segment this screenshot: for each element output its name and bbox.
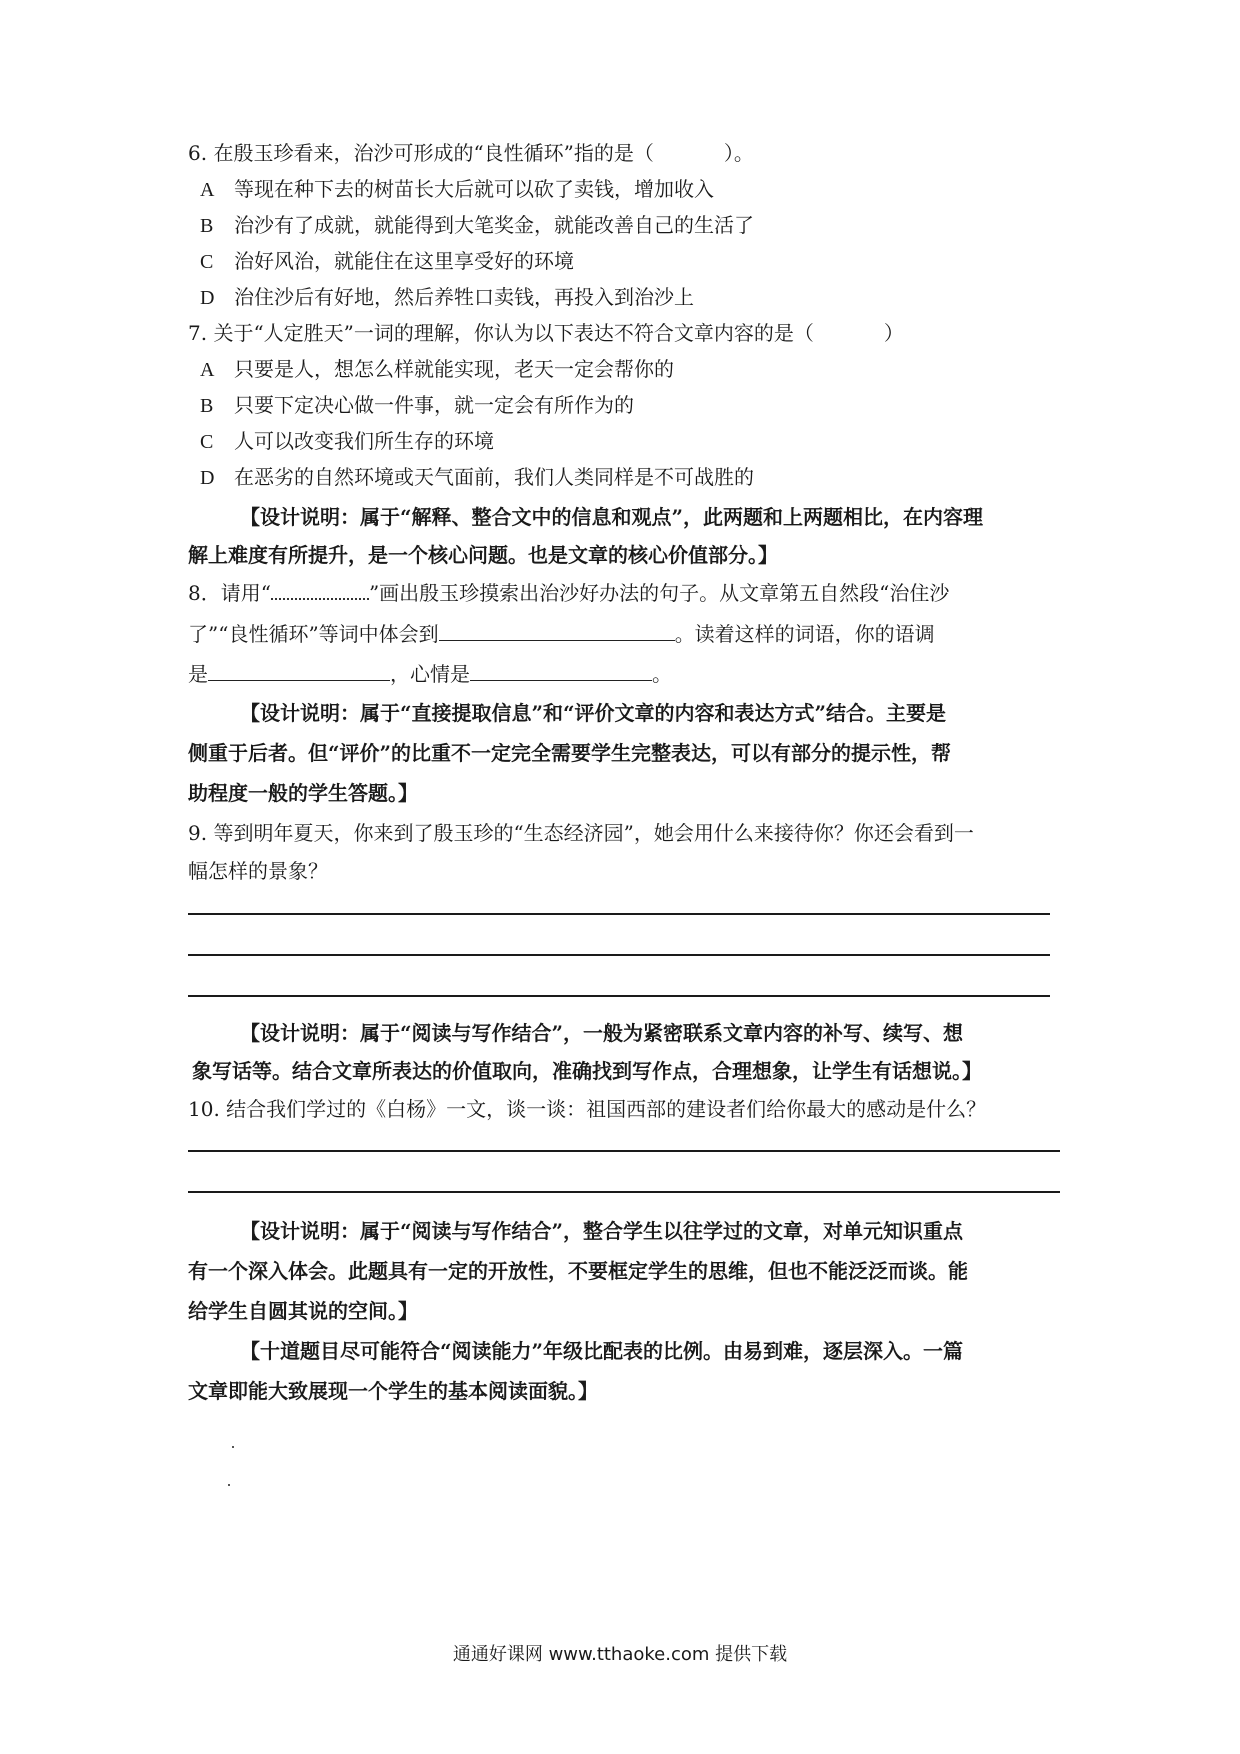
design-note-2-line-3: 助程度一般的学生答题。】 <box>188 781 418 805</box>
design-note-1-line-2: 解上难度有所提升，是一个核心问题。也是文章的核心价值部分。】 <box>188 543 778 567</box>
question-6-option-a: A 等现在种下去的树苗长大后就可以砍了卖钱，增加收入 <box>200 177 714 201</box>
design-note-4-line-3: 给学生自圆其说的空间。】 <box>188 1299 418 1323</box>
page-footer: 通通好课网 www.tthaoke.com 提供下载 <box>452 1644 788 1665</box>
question-7-option-a: A 只要是人，想怎么样就能实现，老天一定会帮你的 <box>200 357 674 381</box>
question-6-stem: 6. 在殷玉珍看来，治沙可形成的“良性循环”指的是（ ）。 <box>188 141 754 165</box>
design-note-3-line-1: 【设计说明：属于“阅读与写作结合”，一般为紧密联系文章内容的补写、续写、想 <box>240 1021 964 1045</box>
question-8-line-1: 8．请用“ ”画出殷玉珍摸索出治沙好办法的句子。从文章第五自然段“治住沙 <box>188 581 950 605</box>
summary-note-line-2: 文章即能大致展现一个学生的基本阅读面貌。】 <box>188 1379 598 1403</box>
question-8-line-3: 是 ，心情是 。 <box>188 658 672 689</box>
scan-speck <box>232 1446 234 1448</box>
answer-line-q10-1[interactable] <box>188 1150 1060 1152</box>
answer-blank-feeling[interactable] <box>439 618 675 641</box>
design-note-4-line-2: 有一个深入体会。此题具有一定的开放性，不要框定学生的思维，但也不能泛泛而谈。能 <box>188 1259 968 1283</box>
answer-line-q9-2[interactable] <box>188 954 1050 956</box>
design-note-3-line-2: 象写话等。结合文章所表达的价值取向，准确找到写作点，合理想象，让学生有话想说。】 <box>192 1059 982 1083</box>
question-7-option-b: B 只要下定决心做一件事，就一定会有所作为的 <box>200 393 634 417</box>
question-7-stem: 7. 关于“人定胜天”一词的理解，你认为以下表达不符合文章内容的是（ ） <box>188 321 904 345</box>
design-note-2-line-1: 【设计说明：属于“直接提取信息”和“评价文章的内容和表达方式”结合。主要是 <box>240 701 947 725</box>
question-8-line-2: 了”“良性循环”等词中体会到 。读着这样的词语，你的语调 <box>188 618 935 649</box>
answer-line-q10-2[interactable] <box>188 1191 1060 1193</box>
answer-line-q9-3[interactable] <box>188 995 1050 997</box>
question-6-option-d: D 治住沙后有好地，然后养牲口卖钱，再投入到治沙上 <box>200 285 694 309</box>
answer-blank-tone[interactable] <box>208 658 390 681</box>
scan-speck <box>228 1484 230 1486</box>
question-9-line-1: 9. 等到明年夏天，你来到了殷玉珍的“生态经济园”，她会用什么来接待你？你还会看到一 <box>188 821 974 845</box>
design-note-2-line-2: 侧重于后者。但“评价”的比重不一定完全需要学生完整表达，可以有部分的提示性，帮 <box>188 741 952 765</box>
answer-line-q9-1[interactable] <box>188 913 1050 915</box>
question-7-option-d: D 在恶劣的自然环境或天气面前，我们人类同样是不可战胜的 <box>200 465 754 489</box>
question-6-option-b: B 治沙有了成就，就能得到大笔奖金，就能改善自己的生活了 <box>200 213 754 237</box>
wavy-underline-sample <box>271 580 369 600</box>
design-note-1-line-1: 【设计说明：属于“解释、整合文中的信息和观点”，此两题和上两题相比，在内容理 <box>240 505 984 529</box>
answer-blank-mood[interactable] <box>470 658 652 681</box>
question-9-line-2: 幅怎样的景象？ <box>188 859 328 883</box>
question-7-option-c: C 人可以改变我们所生存的环境 <box>200 429 494 453</box>
question-10-line-1: 10. 结合我们学过的《白杨》一文，谈一谈：祖国西部的建设者们给你最大的感动是什么？ <box>188 1097 987 1121</box>
question-6-option-c: C 治好风治，就能住在这里享受好的环境 <box>200 249 574 273</box>
design-note-4-line-1: 【设计说明：属于“阅读与写作结合”，整合学生以往学过的文章，对单元知识重点 <box>240 1219 964 1243</box>
summary-note-line-1: 【十道题目尽可能符合“阅读能力”年级比配表的比例。由易到难，逐层深入。一篇 <box>240 1339 964 1363</box>
